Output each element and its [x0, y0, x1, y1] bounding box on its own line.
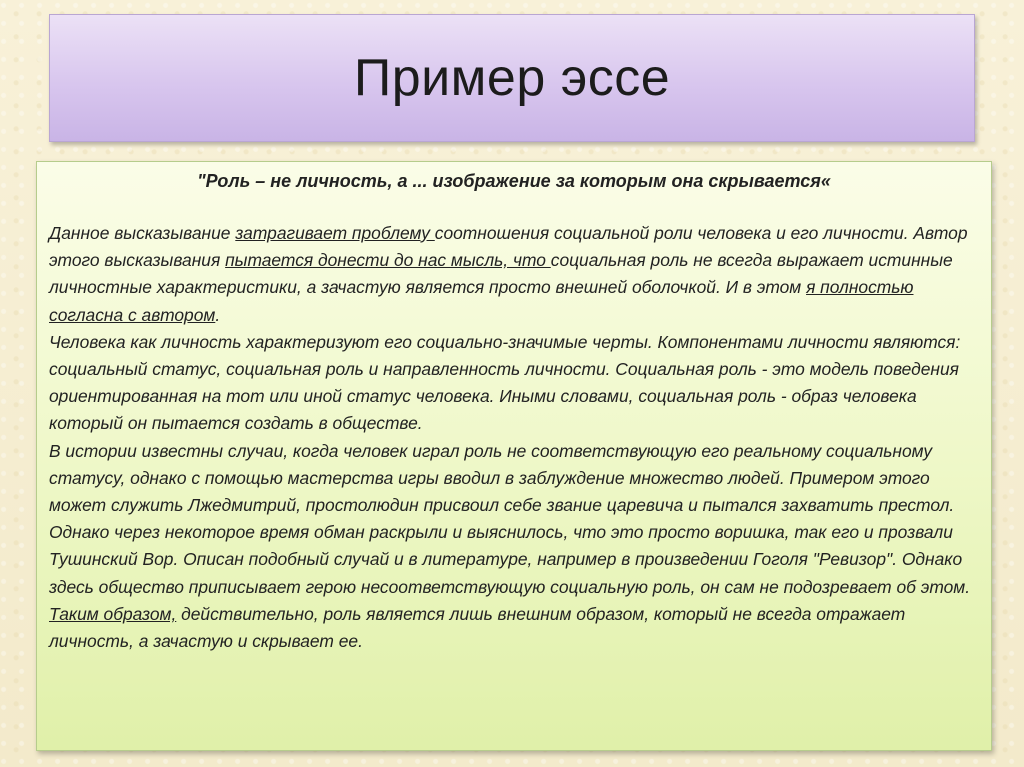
phrase-problem: затрагивает проблему	[235, 223, 435, 243]
intro-text-a: Данное высказывание	[49, 223, 236, 243]
phrase-conclusion: Таким образом,	[49, 603, 177, 624]
title-box	[49, 14, 975, 142]
content-box	[36, 161, 992, 751]
paragraph-theory: Человека как личность характеризуют его социально-значимые черты. Компонентами личности являются: социальный статус, социальная роль и направленность личности. Социальная роль - это модель поведения ориентированная на тот или иной статус человека. Иными словами, социальная роль - образ человека который он пытается создать в обществе.	[49, 331, 961, 434]
intro-text-d: .	[215, 304, 221, 325]
slide-title: Пример эссе	[353, 49, 671, 107]
phrase-agreement: я полностью согласна с автором	[49, 277, 914, 325]
essay-heading: "Роль – не личность, а ... изображение за которым она скрывается«	[197, 171, 831, 191]
paragraph-intro	[49, 220, 979, 329]
intro-text-b: соотношения социальной роли человека и его личности. Автор этого высказывания	[49, 223, 968, 271]
conclusion-text: действительно, роль является лишь внешним образом, который не всегда отражает личность, а зачастую и скрывает ее.	[49, 603, 906, 652]
paragraph-examples: В истории известны случаи, когда человек играл роль не соответствующую его реальному социальному статусу, однако с помощью мастерства игры вводил в заблуждение множество людей. Примером этого может служить Лжедмитрий, простолюдин присвоил себе звание царевича и пытался захватить престол. Однако через некоторое время обман раскрыли и выяснилось, что это просто воришка, так его и прозвали Тушинский Вор. Описан подобный случай и в литературе, например в произведении Гоголя "Ревизор". Однако здесь общество приписывает герою несоответствующую социальную роль, он сам не подозревает об этом.	[49, 440, 971, 597]
paragraph-conclusion	[49, 601, 979, 655]
intro-text-c: социальная роль не всегда выражает истинные личностные характеристики, а зачастую является просто внешней оболочкой. И в этом	[49, 250, 953, 298]
phrase-author-idea: пытается донести до нас мысль, что	[225, 250, 551, 271]
